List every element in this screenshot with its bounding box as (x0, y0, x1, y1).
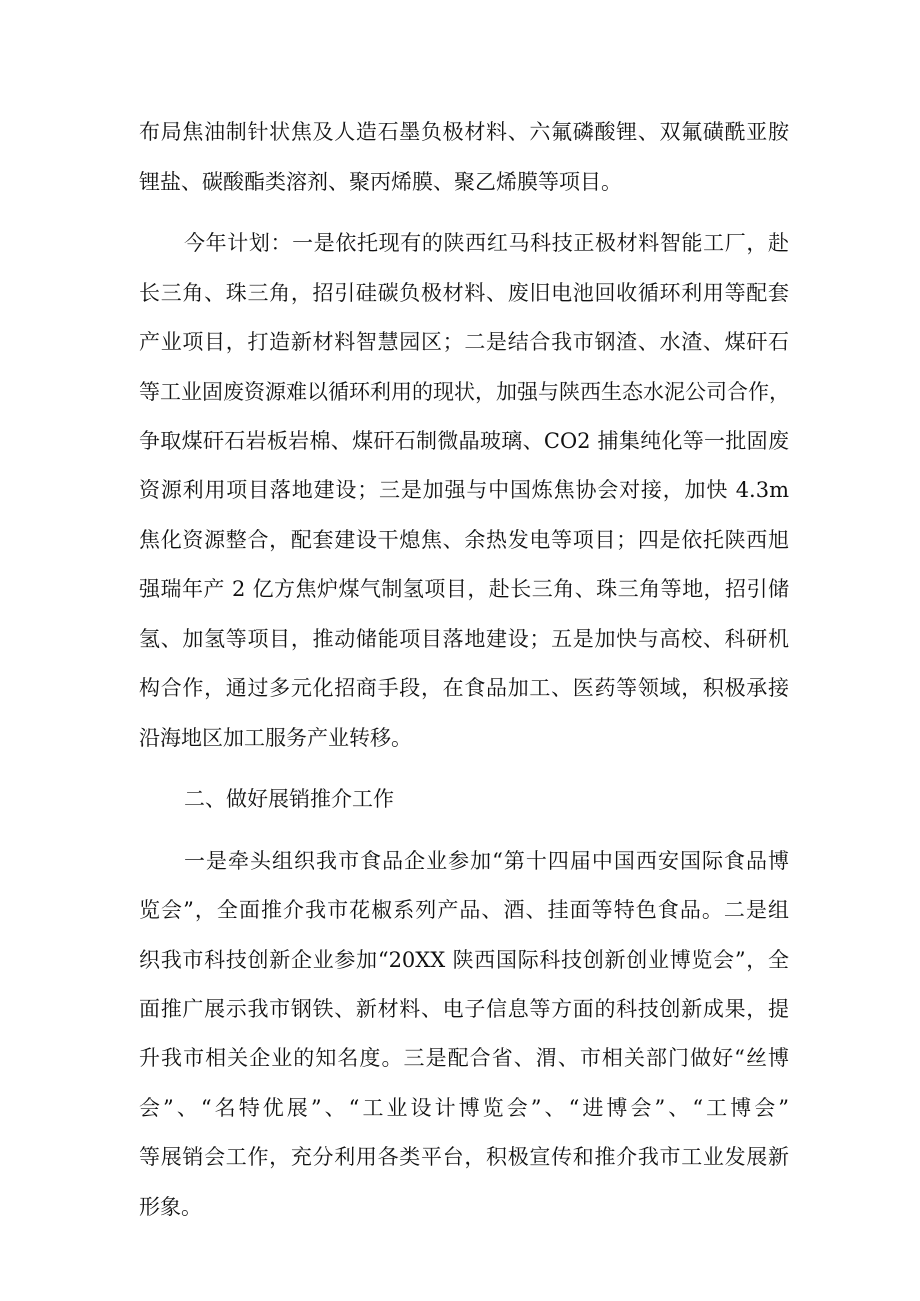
paragraph-2-line-7: 焦化资源整合，配套建设干熄焦、余热发电等项目；四是依托陕西旭 (139, 528, 789, 552)
paragraph-2-line-9: 氢、加氢等项目，推动储能项目落地建设；五是加快与高校、科研机 (139, 627, 789, 651)
paragraph-3-line-1: 一是牵头组织我市食品企业参加“第十四届中国西安国际食品博 (184, 849, 789, 873)
paragraph-2-line-1: 今年计划：一是依托现有的陕西红马科技正极材料智能工厂，赴 (184, 231, 789, 255)
paragraph-3-line-6: 会”、“名特优展”、“工业设计博览会”、“进博会”、“工博会” (139, 1096, 789, 1120)
paragraph-3-line-2: 览会”，全面推介我市花椒系列产品、酒、挂面等特色食品。二是组 (139, 898, 789, 922)
paragraph-3-line-3: 织我市科技创新企业参加“20XX 陕西国际科技创新创业博览会”，全 (139, 948, 789, 972)
section-heading: 二、做好展销推介工作 (184, 787, 394, 811)
paragraph-2-line-5: 争取煤矸石岩板岩棉、煤矸石制微晶玻璃、CO2 捕集纯化等一批固废 (139, 429, 789, 453)
paragraph-2-line-10: 构合作，通过多元化招商手段，在食品加工、医药等领域，积极承接 (139, 676, 789, 700)
paragraph-1-line-1: 布局焦油制针状焦及人造石墨负极材料、六氟磷酸锂、双氟磺酰亚胺 (139, 120, 789, 144)
paragraph-2-line-4: 等工业固废资源难以循环利用的现状，加强与陕西生态水泥公司合作， (139, 380, 790, 404)
paragraph-2-line-6: 资源利用项目落地建设；三是加强与中国炼焦协会对接，加快 4.3m (139, 478, 789, 502)
paragraph-2-line-2: 长三角、珠三角，招引硅碳负极材料、废旧电池回收循环利用等配套 (139, 281, 789, 305)
paragraph-3-line-7: 等展销会工作，充分利用各类平台，积极宣传和推介我市工业发展新 (139, 1145, 789, 1169)
paragraph-3-line-4: 面推广展示我市钢铁、新材料、电子信息等方面的科技创新成果，提 (139, 997, 789, 1021)
paragraph-3-line-8: 形象。 (139, 1195, 202, 1219)
paragraph-1-line-2: 锂盐、碳酸酯类溶剂、聚丙烯膜、聚乙烯膜等项目。 (139, 170, 622, 194)
paragraph-2-line-11: 沿海地区加工服务产业转移。 (139, 726, 412, 750)
paragraph-2-line-8: 强瑞年产 2 亿方焦炉煤气制氢项目，赴长三角、珠三角等地，招引储 (139, 577, 789, 601)
paragraph-3-line-5: 升我市相关企业的知名度。三是配合省、渭、市相关部门做好“丝博 (139, 1046, 789, 1070)
paragraph-2-line-3: 产业项目，打造新材料智慧园区；二是结合我市钢渣、水渣、煤矸石 (139, 330, 789, 354)
